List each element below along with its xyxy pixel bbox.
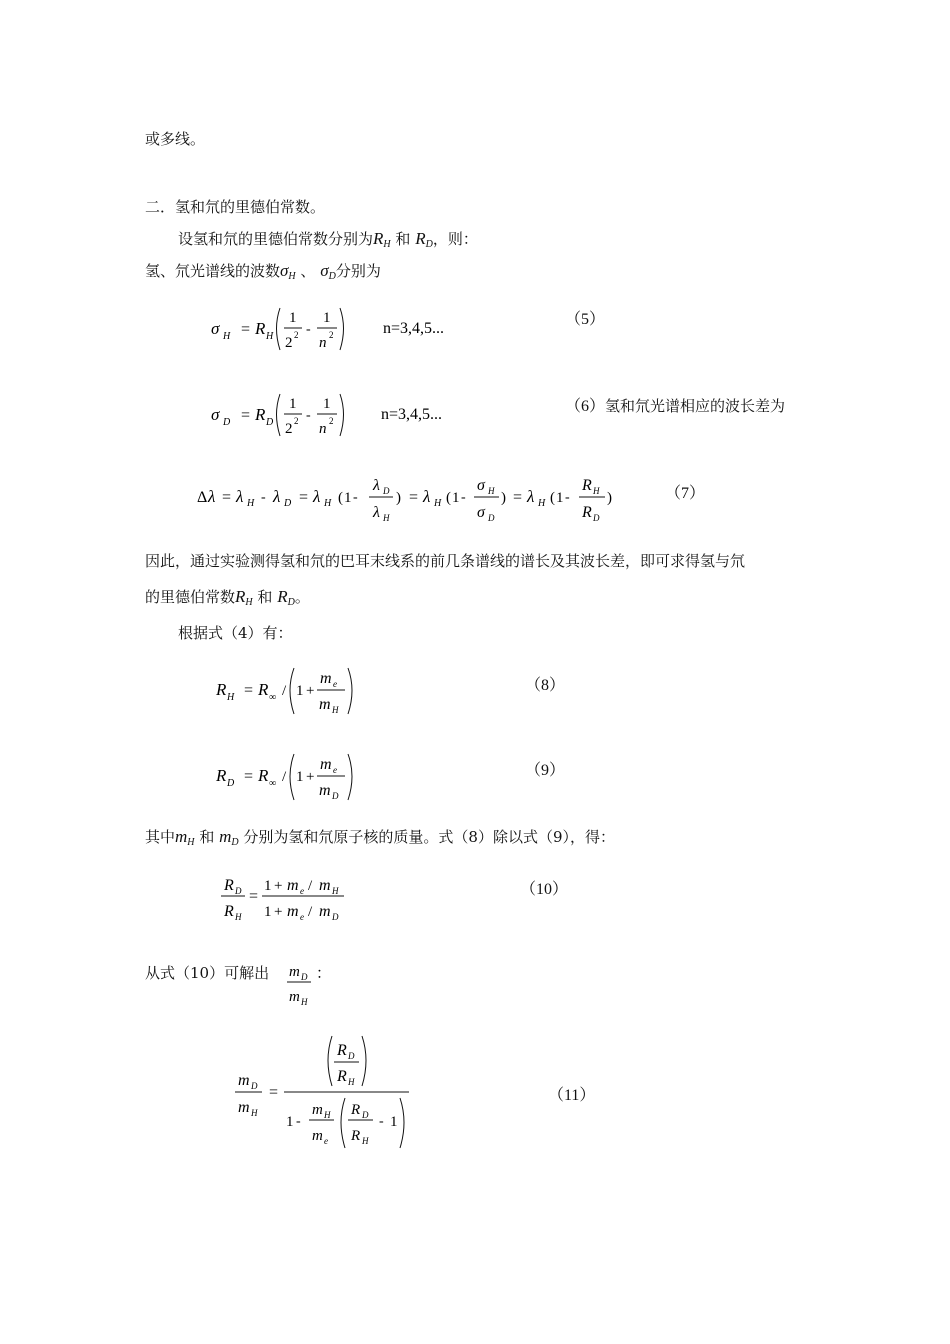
- eq7-lh3: λ: [423, 487, 431, 506]
- eq10-lnum-sub: D: [235, 886, 242, 896]
- symbol-rh: $R_H$: [373, 229, 391, 250]
- eq7-f2-den: σ: [477, 504, 485, 521]
- eq7-lp2: (: [446, 490, 451, 506]
- eq11-bot-rden-sub: H: [362, 1136, 369, 1146]
- wave-line: [145, 260, 381, 282]
- eq7-lh2-sub: H: [324, 498, 332, 509]
- eq7-eq2: =: [299, 489, 309, 506]
- eq7-f3-num: R: [582, 477, 592, 494]
- eq11-top-rparen: [362, 1036, 366, 1086]
- mass-before: 其中: [145, 828, 176, 846]
- eq11-bot-one: 1: [286, 1114, 294, 1130]
- eq9-num-sub: e: [333, 765, 337, 775]
- eq6-sigma-sub: D: [223, 417, 231, 428]
- eq7-f1-num-sub: D: [383, 486, 390, 496]
- eq11-bot-fden: m: [312, 1128, 323, 1144]
- eq10-rn-m: m: [287, 877, 299, 894]
- eq5-rparen: [340, 308, 344, 350]
- eq9-eq: =: [244, 768, 254, 785]
- eq10-lden-sub: H: [235, 912, 242, 922]
- symbol-md: $m_D$: [219, 827, 239, 848]
- eq5-sigma-sub: H: [223, 331, 231, 342]
- eq11-top-num-sub: D: [348, 1051, 355, 1061]
- eq8-rparen: [348, 668, 352, 714]
- eq10-rd-plus: +: [274, 904, 283, 920]
- eq7-f2-den-sub: D: [488, 513, 495, 523]
- eq10-label: （10）: [520, 881, 569, 898]
- section-title: 二．氢和氘的里德伯常数。: [145, 198, 326, 216]
- eq11-lnum-sub: D: [251, 1081, 258, 1091]
- eq5-n-range: n=3,4,5...: [383, 320, 445, 337]
- mass-and: 和: [199, 828, 215, 846]
- eq8-den: m: [319, 696, 331, 713]
- para1-line2: [145, 586, 310, 608]
- eq7-delta: Δ: [197, 489, 208, 506]
- eq6-n-range: n=3,4,5...: [381, 406, 443, 423]
- eq6-den1: 2: [285, 421, 293, 437]
- eq8-label: （8）: [525, 677, 566, 694]
- mass-after: 分别为氢和氘原子核的质量。式（8）除以式（9），得：: [243, 828, 615, 846]
- eq10-rn-slash: /: [308, 878, 313, 894]
- eq11-bot-fden-sub: e: [324, 1136, 328, 1146]
- eq7-f1-num: λ: [373, 477, 380, 494]
- wave-after: 分别为: [335, 262, 381, 280]
- eq6-den2-exp: 2: [329, 416, 334, 426]
- eq9-label: （9）: [525, 762, 566, 779]
- eq6-rparen: [340, 394, 344, 436]
- eq7-lh3-sub: H: [434, 498, 442, 509]
- eq11-eq: =: [269, 1084, 279, 1101]
- eq7-rp1: ): [396, 490, 401, 506]
- eq7-label: （7）: [665, 485, 706, 502]
- solve-before: 从式（10）可解出: [145, 964, 270, 982]
- eq5-den2: n: [319, 335, 327, 351]
- eq6-trail: 氢和氘光谱相应的波长差为: [605, 397, 786, 415]
- eq7-minus1: -: [261, 490, 266, 505]
- eq6-r: R: [255, 405, 266, 424]
- equation-7: [195, 470, 625, 530]
- eq5-den2-exp: 2: [329, 330, 334, 340]
- eq6-minus: -: [306, 408, 311, 423]
- eq5-lparen: [277, 308, 281, 350]
- eq7-lh4: λ: [527, 487, 535, 506]
- eq6-num2: 1: [323, 396, 331, 412]
- eq11-bot-rparen: [400, 1098, 404, 1148]
- eq10-rn-e: e: [300, 886, 304, 896]
- symbol-sigma-h: $\sigma_H$: [280, 261, 296, 282]
- eq7-f2-num-sub: H: [488, 486, 495, 496]
- eq6-num1: 1: [289, 396, 297, 412]
- eq10-rd-d: D: [332, 912, 339, 922]
- equation-5: [205, 300, 505, 360]
- eq7-f3-num-sub: H: [593, 486, 600, 496]
- eq11-bot-minus2: -: [379, 1114, 384, 1129]
- eq6-den2: n: [319, 421, 327, 437]
- eq10-rd-m2: m: [319, 903, 331, 920]
- solve-num: m: [289, 964, 300, 980]
- eq10-lden: R: [224, 903, 234, 920]
- eq6-eq: =: [241, 407, 251, 424]
- intro-and: 和: [395, 230, 411, 248]
- eq6-lparen: [277, 394, 281, 436]
- eq5-sigma: σ: [211, 319, 220, 338]
- solve-num-sub: D: [301, 972, 308, 982]
- eq7-minus3: -: [461, 490, 466, 505]
- eq6-den1-exp: 2: [294, 416, 299, 426]
- eq9-num: m: [320, 756, 332, 773]
- eq11-label: （11）: [548, 1087, 596, 1104]
- eq7-ld-sub: D: [284, 498, 292, 509]
- eq11-bot-rnum-sub: D: [362, 1110, 369, 1120]
- eq9-rinf-sub: ∞: [269, 778, 277, 789]
- mass-line: [145, 826, 615, 848]
- eq11-bot-fnum: m: [312, 1102, 323, 1118]
- equation-6: [205, 386, 505, 446]
- symbol-rh-2: $R_H$: [235, 587, 253, 608]
- eq5-label: （5）: [565, 311, 606, 328]
- symbol-rd-2: $R_D$: [277, 587, 295, 608]
- eq8-plus: +: [306, 683, 315, 699]
- eq6-sigma: σ: [211, 405, 220, 424]
- eq9-den: m: [319, 782, 331, 799]
- text-fragment: 或多线。: [145, 130, 206, 148]
- symbol-mh: $m_H$: [175, 827, 195, 848]
- eq7-f3-den: R: [582, 504, 592, 521]
- eq6-r-sub: D: [266, 417, 274, 428]
- eq7-eq1: =: [222, 489, 232, 506]
- eq10-rd-one: 1: [264, 904, 272, 920]
- eq7-lh-sub: H: [247, 498, 255, 509]
- eq11-top-num: R: [337, 1042, 347, 1059]
- eq8-slash: /: [282, 683, 287, 699]
- solve-fraction: [284, 956, 334, 1008]
- equation-8: [210, 662, 370, 720]
- eq7-one3: 1: [556, 490, 564, 506]
- eq9-r-sub: D: [227, 778, 235, 789]
- eq11-lden-sub: H: [251, 1108, 258, 1118]
- eq5-num1: 1: [289, 310, 297, 326]
- eq7-f1-den-sub: H: [383, 513, 390, 523]
- eq9-plus: +: [306, 769, 315, 785]
- eq5-den1: 2: [285, 335, 293, 351]
- eq11-top-lparen: [328, 1036, 332, 1086]
- symbol-sigma-d: $\sigma_D$: [320, 261, 336, 282]
- eq11-bot-lparen: [341, 1098, 345, 1148]
- eq9-slash: /: [282, 769, 287, 785]
- eq11-bot-rnum: R: [351, 1102, 361, 1118]
- eq6-label-line: [565, 393, 785, 416]
- equation-9: [210, 748, 370, 806]
- eq10-rn-h: H: [332, 886, 339, 896]
- para1-line1: 因此，通过实验测得氢和氘的巴耳末线系的前几条谱线的谱长及其波长差，即可求得氢与氘: [145, 552, 746, 570]
- solve-den-sub: H: [301, 997, 308, 1007]
- para1-and: 和: [257, 588, 273, 606]
- eq7-eq4: =: [513, 489, 523, 506]
- eq8-r: R: [216, 680, 227, 699]
- eq11-lden: m: [238, 1099, 250, 1116]
- eq7-ld: λ: [273, 487, 281, 506]
- eq9-rinf: R: [258, 766, 269, 785]
- eq8-r-sub: H: [227, 692, 235, 703]
- eq7-lh2: λ: [313, 487, 321, 506]
- eq10-rn-one: 1: [264, 878, 272, 894]
- eq11-bot-rden: R: [351, 1128, 361, 1144]
- eq7-lambda: λ: [208, 487, 216, 506]
- eq8-num-sub: e: [333, 679, 337, 689]
- eq5-r: R: [255, 319, 266, 338]
- eq8-num: m: [320, 670, 332, 687]
- eq8-rinf-sub: ∞: [269, 692, 277, 703]
- eq8-lparen: [290, 668, 294, 714]
- equation-11: [232, 1030, 422, 1160]
- eq7-rp2: ): [501, 490, 506, 506]
- symbol-rd: $R_D$: [415, 229, 433, 250]
- eq5-minus: -: [306, 322, 311, 337]
- eq11-lnum: m: [238, 1072, 250, 1089]
- eq5-den1-exp: 2: [294, 330, 299, 340]
- eq9-lparen: [290, 754, 294, 800]
- eq9-one: 1: [296, 769, 304, 785]
- eq9-den-sub: D: [332, 791, 339, 801]
- eq11-bot-minus: -: [296, 1114, 301, 1129]
- eq7-rp3: ): [607, 490, 612, 506]
- eq5-num2: 1: [323, 310, 331, 326]
- solve-den: m: [289, 989, 300, 1005]
- wave-before: 氢、氘光谱线的波数: [145, 262, 281, 280]
- solve-line: [145, 962, 269, 983]
- eq7-lp1: (: [338, 490, 343, 506]
- intro-before: 设氢和氘的里德伯常数分别为: [178, 230, 374, 248]
- eq11-bot-fnum-sub: H: [324, 1110, 331, 1120]
- eq10-rn-m2: m: [319, 877, 331, 894]
- eq7-minus2: -: [353, 490, 358, 505]
- eq10-rd-m: m: [287, 903, 299, 920]
- eq10-rd-e: e: [300, 912, 304, 922]
- eq8-den-sub: H: [332, 705, 339, 715]
- solve-after: ：: [316, 966, 332, 982]
- eq8-one: 1: [296, 683, 304, 699]
- intro-line: [178, 228, 478, 250]
- eq5-eq: =: [241, 321, 251, 338]
- eq11-top-den-sub: H: [348, 1077, 355, 1087]
- eq10-rn-plus: +: [274, 878, 283, 894]
- eq7-lp3: (: [550, 490, 555, 506]
- eq7-one1: 1: [344, 490, 352, 506]
- eq10-rd-slash: /: [308, 904, 313, 920]
- eq8-eq: =: [244, 682, 254, 699]
- eq8-rinf: R: [258, 680, 269, 699]
- eq5-r-sub: H: [266, 331, 274, 342]
- eq10-lnum: R: [224, 877, 234, 894]
- eq7-f3-den-sub: D: [593, 513, 600, 523]
- para1-after: 。: [294, 588, 310, 606]
- para1-before: 的里德伯常数: [145, 588, 236, 606]
- eq7-f2-num: σ: [477, 477, 485, 494]
- eq11-bot-one2: 1: [390, 1114, 398, 1130]
- equation-10: [218, 868, 358, 926]
- eq7-lh4-sub: H: [538, 498, 546, 509]
- eq7-one2: 1: [452, 490, 460, 506]
- eq11-top-den: R: [337, 1068, 347, 1085]
- eq7-f1-den: λ: [373, 504, 380, 521]
- eq7-lh: λ: [236, 487, 244, 506]
- formula4-line: 根据式（4）有：: [178, 624, 293, 642]
- eq7-eq3: =: [409, 489, 419, 506]
- eq10-eq: =: [249, 888, 259, 905]
- eq9-rparen: [348, 754, 352, 800]
- eq7-minus4: -: [565, 490, 570, 505]
- wave-sep: 、: [300, 262, 316, 280]
- intro-after: ，则：: [432, 230, 478, 248]
- eq9-r: R: [216, 766, 227, 785]
- eq6-label: （6）: [565, 398, 606, 415]
